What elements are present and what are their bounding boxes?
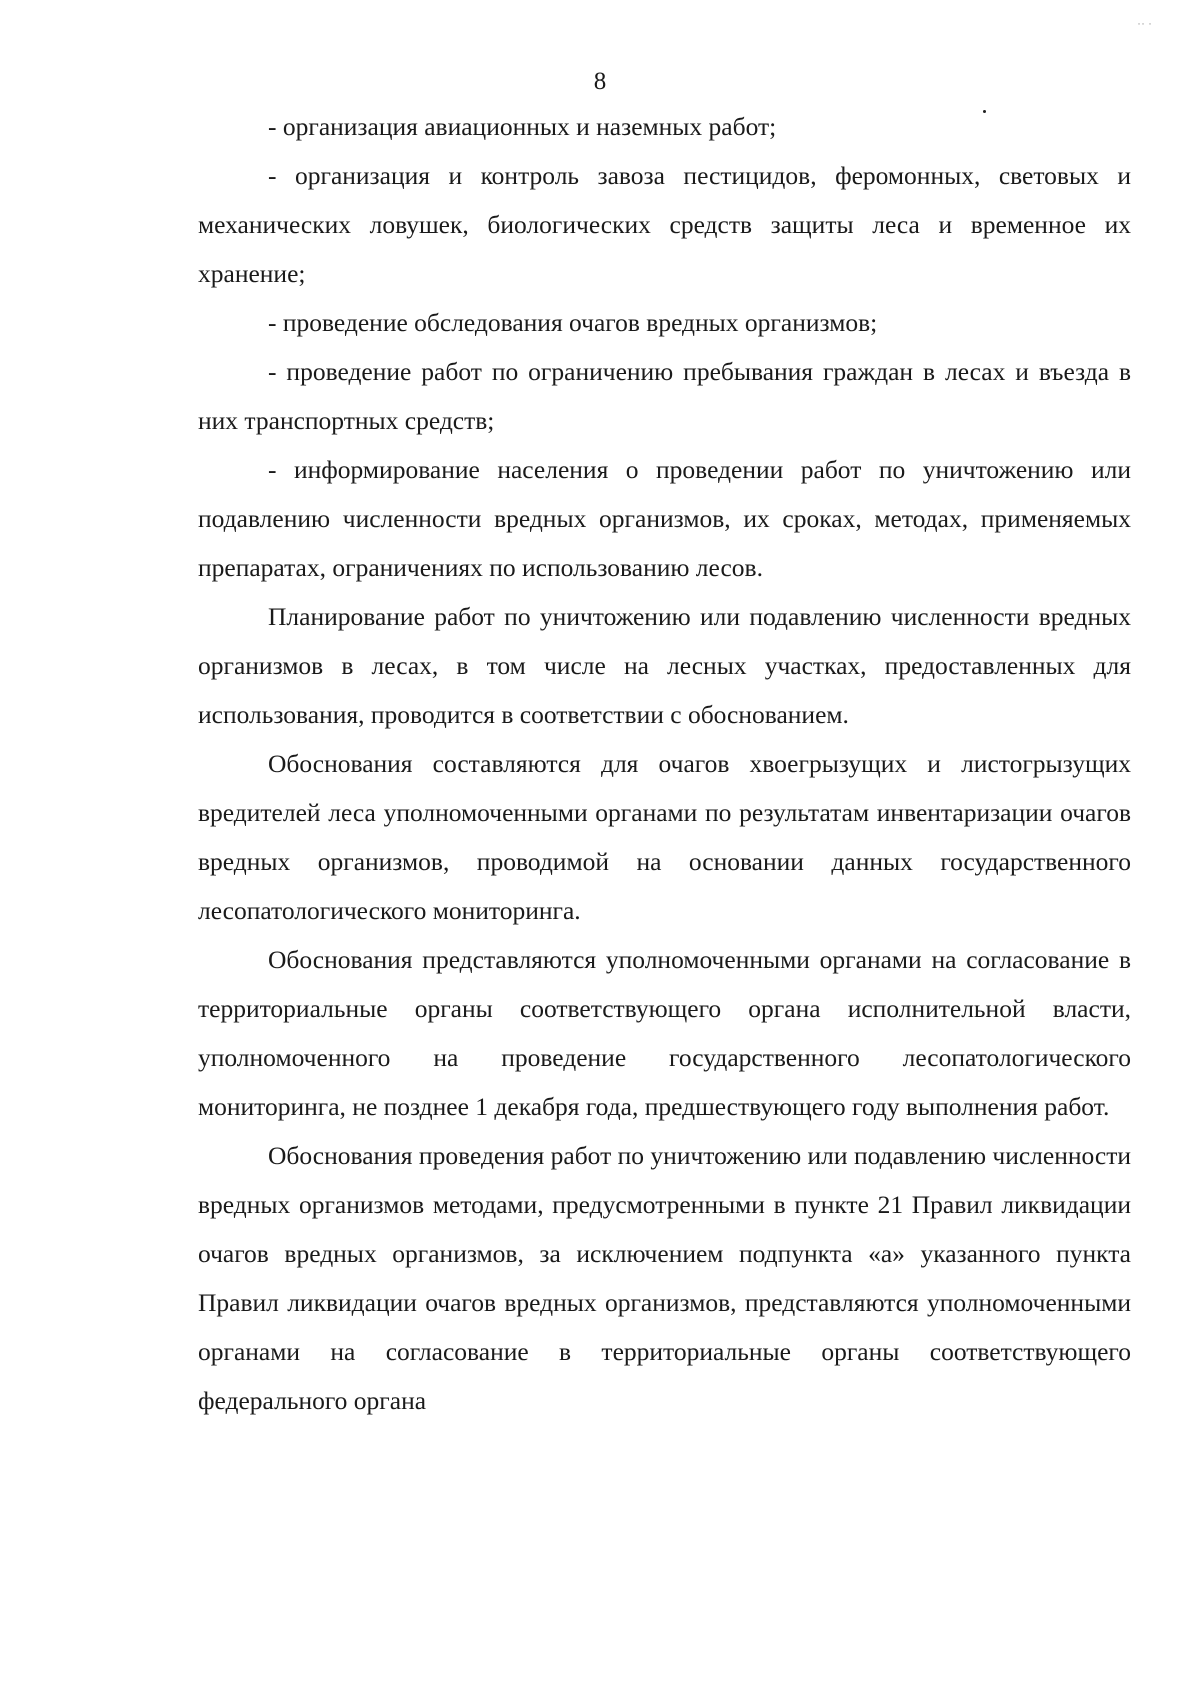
- page-number: 8: [593, 68, 607, 95]
- paragraph-1: - организация авиационных и наземных работ;: [268, 112, 777, 141]
- paragraph-3: - проведение обследования очагов вредных организмов;: [268, 308, 878, 337]
- paragraph-4: - проведение работ по ограничению пребывания граждан в лесах и въезда в них транспортных средств;: [198, 357, 1131, 435]
- paragraph-2: - организация и контроль завоза пестицидов, феромонных, световых и механических ловушек, биологических средств защиты леса и временное их хранение;: [198, 161, 1131, 288]
- scan-artifact: ˙˙ ˙: [1137, 20, 1152, 34]
- paragraph-8: Обоснования представляются уполномоченными органами на согласование в территориальные органы соответствующего органа исполнительной власти, уполномоченного на проведение государственного лесопатологического мониторинга, не позднее 1 декабря года, предшествующего году выполнения работ.: [198, 945, 1131, 1121]
- paragraph-7: Обоснования составляются для очагов хвоегрызущих и листогрызущих вредителей леса уполномоченными органами по результатам инвентаризации очагов вредных организмов, проводимой на основании данных государственного лесопатологического мониторинга.: [198, 749, 1131, 925]
- document-body: [198, 102, 1131, 1425]
- paragraph-9: Обоснования проведения работ по уничтожению или подавлению численности вредных организмов методами, предусмотренными в пункте 21 Правил ликвидации очагов вредных организмов, за исключением подпункта «а» указанного пункта Правил ликвидации очагов вредных организмов, представляются уполномоченными органами на согласование в территориальные органы соответствующего федерального органа: [198, 1141, 1131, 1415]
- paragraph-6: Планирование работ по уничтожению или подавлению численности вредных организмов в лесах, в том числе на лесных участках, предоставленных для использования, проводится в соответствии с обоснованием.: [198, 602, 1131, 729]
- paragraph-5: - информирование населения о проведении работ по уничтожению или подавлению численности вредных организмов, их сроках, методах, применяемых препаратах, ограничениях по использованию лесов.: [198, 455, 1131, 582]
